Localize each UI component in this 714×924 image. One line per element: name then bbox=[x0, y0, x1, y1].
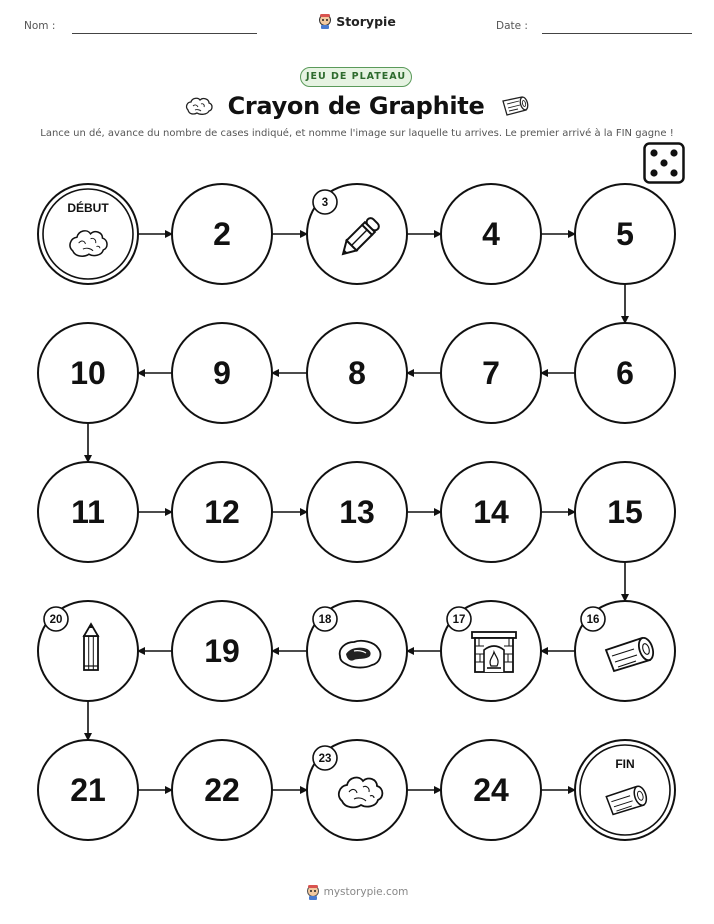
space-number: 23 bbox=[318, 753, 332, 765]
finish-space[interactable] bbox=[575, 740, 675, 840]
space-number: 21 bbox=[70, 772, 106, 808]
board-space-3[interactable] bbox=[307, 184, 407, 284]
page-title: Crayon de Graphite bbox=[227, 92, 485, 120]
space-number: 17 bbox=[452, 614, 466, 626]
board-space-14[interactable] bbox=[441, 462, 541, 562]
space-number: 18 bbox=[318, 614, 332, 626]
space-number: 11 bbox=[71, 494, 105, 530]
board-space-18[interactable] bbox=[307, 601, 407, 701]
board-space-7[interactable] bbox=[441, 323, 541, 423]
space-number: 20 bbox=[49, 614, 63, 626]
fireplace-icon bbox=[472, 632, 516, 672]
board-space-24[interactable] bbox=[441, 740, 541, 840]
footer bbox=[0, 884, 714, 900]
start-space[interactable] bbox=[38, 184, 138, 284]
board-space-17[interactable] bbox=[441, 601, 541, 701]
space-number: 24 bbox=[473, 772, 509, 808]
coal-icon bbox=[340, 641, 381, 668]
space-number: 3 bbox=[321, 197, 329, 209]
space-number: 9 bbox=[213, 355, 231, 391]
space-number: 22 bbox=[204, 772, 240, 808]
board-space-16[interactable] bbox=[575, 601, 675, 701]
space-number: 6 bbox=[616, 355, 634, 391]
space-label: DÉBUT bbox=[67, 201, 109, 215]
board-space-15[interactable] bbox=[575, 462, 675, 562]
pencil-upright-icon bbox=[84, 624, 98, 670]
space-label: FIN bbox=[615, 757, 635, 771]
space-number: 2 bbox=[213, 216, 231, 252]
board-space-21[interactable] bbox=[38, 740, 138, 840]
game-type-badge: JEU DE PLATEAU bbox=[300, 67, 412, 87]
space-number: 19 bbox=[204, 633, 240, 669]
board-space-22[interactable] bbox=[172, 740, 272, 840]
space-number: 16 bbox=[586, 614, 600, 626]
board-space-4[interactable] bbox=[441, 184, 541, 284]
space-number: 4 bbox=[482, 216, 500, 252]
space-number: 14 bbox=[473, 494, 509, 530]
space-number: 7 bbox=[482, 355, 500, 391]
date-label: Date : bbox=[496, 20, 528, 32]
board-space-19[interactable] bbox=[172, 601, 272, 701]
board-space-9[interactable] bbox=[172, 323, 272, 423]
board-space-5[interactable] bbox=[575, 184, 675, 284]
board-space-13[interactable] bbox=[307, 462, 407, 562]
brand-name: Storypie bbox=[336, 13, 396, 29]
board-space-11[interactable] bbox=[38, 462, 138, 562]
space-number: 10 bbox=[70, 355, 106, 391]
board-space-2[interactable] bbox=[172, 184, 272, 284]
footer-url[interactable]: mystorypie.com bbox=[323, 886, 409, 898]
board-space-8[interactable] bbox=[307, 323, 407, 423]
space-number: 15 bbox=[607, 494, 643, 530]
space-number: 8 bbox=[348, 355, 366, 391]
board-space-12[interactable] bbox=[172, 462, 272, 562]
board-space-10[interactable] bbox=[38, 323, 138, 423]
space-number: 12 bbox=[204, 494, 240, 530]
board-space-20[interactable] bbox=[38, 601, 138, 701]
space-number: 13 bbox=[339, 494, 375, 530]
board-space-6[interactable] bbox=[575, 323, 675, 423]
name-label: Nom : bbox=[24, 20, 56, 32]
instructions-text: Lance un dé, avance du nombre de cases indiqué, et nomme l'image sur laquelle tu arrives. Le premier arrivé à la FIN gagne ! bbox=[40, 128, 674, 139]
space-number: 5 bbox=[616, 216, 634, 252]
storypie-mascot-icon bbox=[306, 884, 320, 900]
board-space-23[interactable] bbox=[307, 740, 407, 840]
